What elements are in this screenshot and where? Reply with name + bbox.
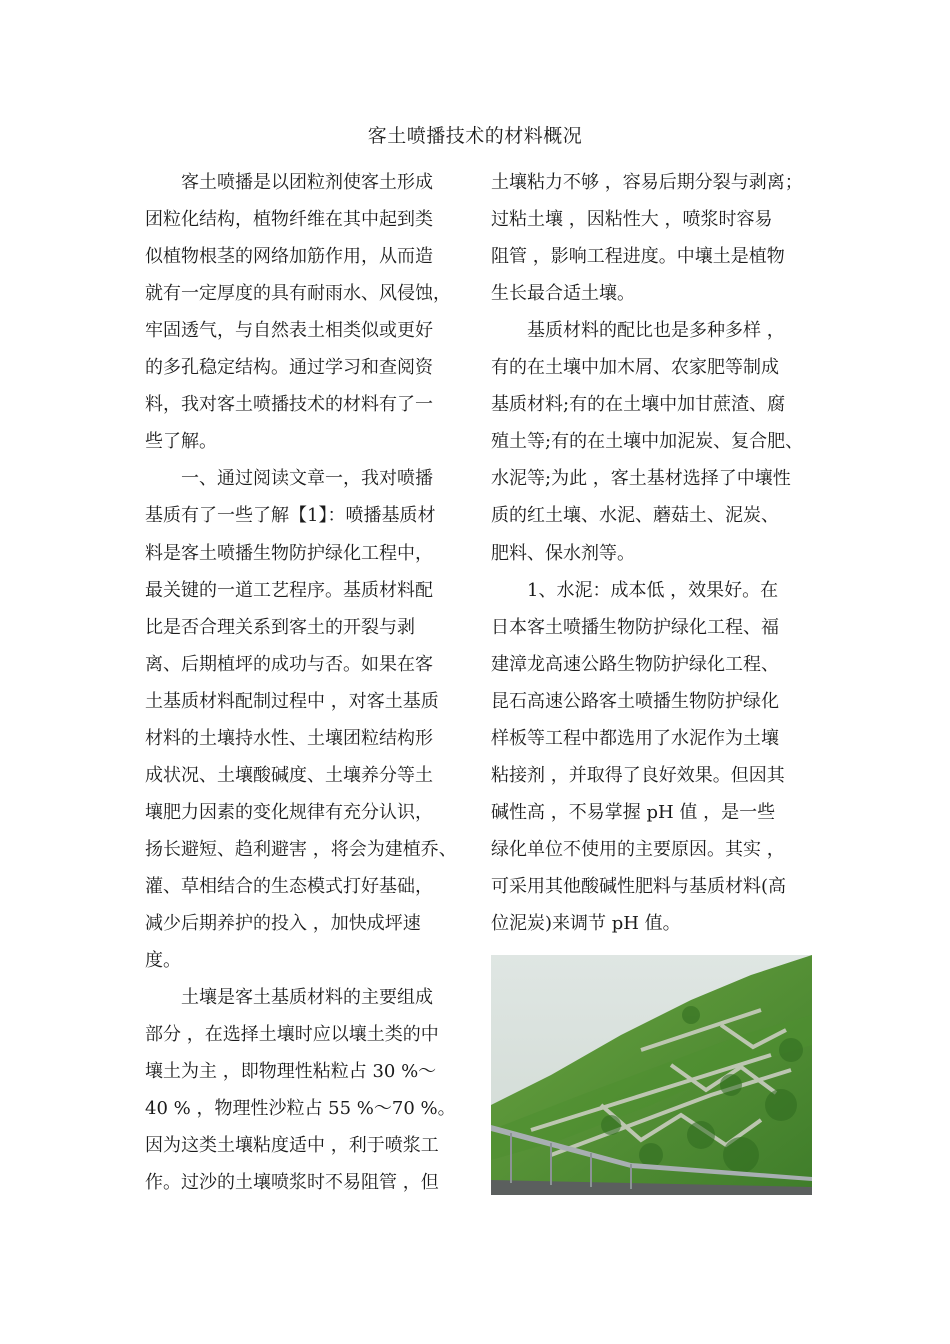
right_lines-text-line: 样板等工程中都选用了水泥作为土壤 [491, 727, 779, 749]
page-title: 客土喷播技术的材料概况 [367, 125, 583, 147]
right_lines-text-line: 水泥等;为此 ，客土基材选择了中壤性 [491, 468, 791, 490]
right_lines-text-line: 绿化单位不使用的主要原因。其实 ， [491, 838, 785, 860]
left_lines-text-line: 的多孔稳定结构。通过学习和查阅资 [145, 357, 433, 379]
right_lines-text-line: 有的在土壤中加木屑、农家肥等制成 [491, 357, 779, 379]
left_lines-text-line: 料是客土喷播生物防护绿化工程中， [145, 542, 433, 564]
right_lines-text-line: 生长最合适土壤。 [491, 283, 635, 305]
left_lines-text-line: 牢固透气，与自然表土相类似或更好 [145, 320, 433, 342]
left_lines-text-line: 土基质材料配制过程中 ，对客土基质 [145, 690, 439, 712]
left_lines-text-line: 一、通过阅读文章一，我对喷播 [181, 468, 433, 490]
right_lines-text-line: 质的红土壤、水泥、蘑菇土、泥炭、 [491, 505, 779, 527]
right_lines-text-line: 殖土等;有的在土壤中加泥炭、复合肥、 [491, 431, 804, 453]
left_lines-text-line: 壤肥力因素的变化规律有充分认识， [145, 801, 433, 823]
left_lines-text-line: 作。过沙的土壤喷浆时不易阻管 ，但 [145, 1172, 439, 1194]
left_lines-text-line: 40 % ，物理性沙粒占 55 %～70 %。 [145, 1098, 456, 1120]
left_lines-text-line: 因为这类土壤粘度适中 ，利于喷浆工 [145, 1135, 439, 1157]
right_lines-text-line: 肥料、保水剂等。 [491, 542, 635, 564]
left_lines-text-line: 些了解。 [145, 431, 217, 453]
right_lines-text-line: 可采用其他酸碱性肥料与基质材料(高 [491, 875, 787, 897]
left_lines-text-line: 灌、草相结合的生态模式打好基础， [145, 875, 433, 897]
right_lines-text-line: 基质材料的配比也是多种多样 ， [527, 320, 785, 342]
left_lines-text-line: 壤土为主 ，即物理性粘粒占 30 %～ [145, 1061, 437, 1083]
left_lines-text-line: 最关键的一道工艺程序。基质材料配 [145, 579, 433, 601]
right_lines-text-line: 基质材料;有的在土壤中加甘蔗渣、腐 [491, 394, 786, 416]
left_lines-text-line: 似植物根茎的网络加筋作用，从而造 [145, 246, 433, 268]
right_lines-text-line: 建漳龙高速公路生物防护绿化工程、 [491, 653, 779, 675]
left_lines-text-line: 度。 [145, 950, 181, 972]
left_lines-text-line: 部分 ，在选择土壤时应以壤土类的中 [145, 1024, 439, 1046]
right_lines-text-line: 土壤粘力不够 ，容易后期分裂与剥离； [491, 172, 803, 193]
right_lines-text-line: 位泥炭)来调节 pH 值。 [491, 913, 681, 934]
left_lines-text-line: 团粒化结构，植物纤维在其中起到类 [145, 209, 433, 231]
left_lines-text-line: 扬长避短、趋利避害 ，将会为建植乔、 [145, 838, 457, 860]
left_lines-text-line: 成状况、土壤酸碱度、土壤养分等土 [145, 764, 433, 786]
left_lines-text-line: 比是否合理关系到客土的开裂与剥 [145, 616, 415, 638]
right_lines-text-line: 昆石高速公路客土喷播生物防护绿化 [491, 690, 779, 712]
left_lines-text-line: 材料的土壤持水性、土壤团粒结构形 [145, 727, 433, 749]
slope-greening-photo [491, 955, 812, 1195]
right_lines-text-line: 1、水泥：成本低 ，效果好。在 [527, 579, 779, 601]
right_lines-text-line: 阻管 ，影响工程进度。中壤土是植物 [491, 246, 785, 268]
left_lines-text-line: 土壤是客土基质材料的主要组成 [181, 987, 433, 1009]
left_lines-text-line: 客土喷播是以团粒剂使客土形成 [181, 172, 433, 193]
right_lines-text-line: 日本客土喷播生物防护绿化工程、福 [491, 616, 779, 638]
left_lines-text-line: 减少后期养护的投入 ，加快成坪速 [145, 913, 421, 934]
left_lines-text-line: 离、后期植坪的成功与否。如果在客 [145, 653, 433, 675]
left_lines-text-line: 就有一定厚度的具有耐雨水、风侵蚀， [145, 283, 451, 305]
right_lines-text-line: 粘接剂 ，并取得了良好效果。但因其 [491, 764, 785, 786]
right_lines-text-line: 碱性高 ，不易掌握 pH 值 ，是一些 [491, 801, 776, 823]
left_lines-text-line: 基质有了一些了解【1】：喷播基质材 [145, 505, 436, 527]
right_lines-text-line: 过粘土壤 ，因粘性大 ，喷浆时容易 [491, 209, 773, 231]
left_lines-text-line: 料，我对客土喷播技术的材料有了一 [145, 394, 433, 416]
